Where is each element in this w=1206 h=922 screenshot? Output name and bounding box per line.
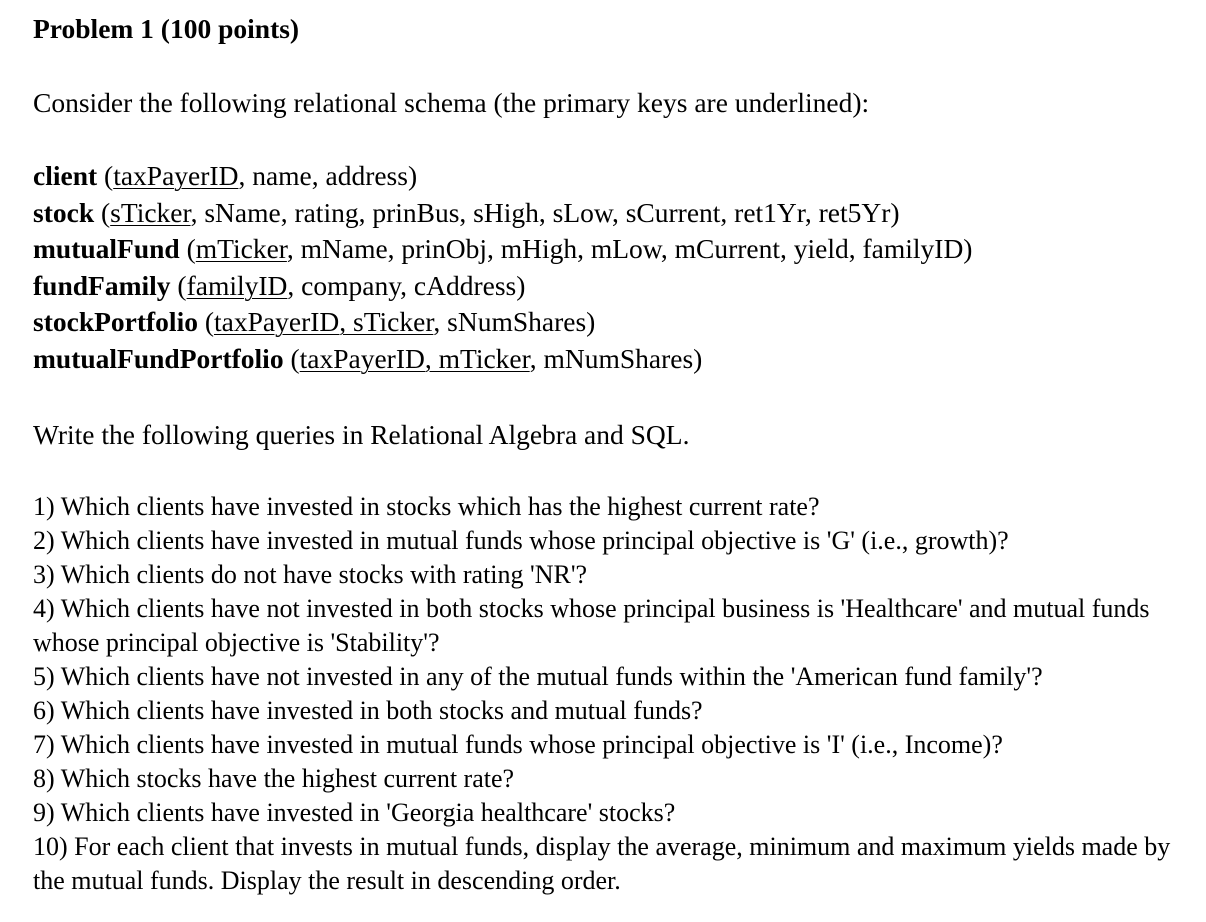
- relation-open: (: [170, 269, 187, 301]
- relation-open: (: [283, 342, 300, 374]
- schema-intro: Consider the following relational schema (the primary keys are underlined):: [33, 87, 870, 118]
- relation-name: mutualFundPortfolio: [33, 342, 284, 374]
- relation-attributes: , mName, prinObj, mHigh, mLow, mCurrent, yield, familyID): [286, 233, 973, 264]
- relation-attributes: , sNumShares): [433, 306, 596, 337]
- relation-attributes: , sName, rating, prinBus, sHigh, sLow, sCurrent, ret1Yr, ret5Yr): [190, 196, 900, 228]
- question-4: 4) Which clients have not invested in both stocks whose principal business is 'Healthcare' and mutual funds whose principal objective is 'Stability'?: [33, 594, 1150, 657]
- question-9: 9) Which clients have invested in 'Georgia healthcare' stocks?: [33, 798, 676, 827]
- question-10: 10) For each client that invests in mutual funds, display the average, minimum and maximum yields made by the mutual funds. Display the result in descending order.: [33, 832, 1171, 895]
- relation-name: mutualFund: [33, 233, 180, 264]
- relational-schema: [33, 158, 972, 377]
- question-7: 7) Which clients have invested in mutual funds whose principal objective is 'I' (i.e., Income)?: [33, 730, 1003, 759]
- question-5: 5) Which clients have not invested in any of the mutual funds within the 'American fund family'?: [33, 662, 1043, 691]
- relation-name: client: [33, 160, 98, 191]
- schema-client: [33, 158, 972, 195]
- schema-mutual-fund-portfolio: [33, 341, 972, 378]
- relation-attributes: , mNumShares): [529, 342, 703, 374]
- primary-key: taxPayerID, mTicker: [299, 342, 530, 374]
- question-1: 1) Which clients have invested in stocks which has the highest current rate?: [33, 492, 820, 521]
- relation-attributes: , company, cAddress): [287, 269, 526, 301]
- primary-key: familyID: [186, 269, 288, 301]
- relation-name: stock: [33, 196, 95, 228]
- relation-open: (: [179, 233, 196, 264]
- schema-fund-family: [33, 268, 972, 305]
- question-8: 8) Which stocks have the highest current rate?: [33, 764, 515, 793]
- primary-key: mTicker: [195, 233, 287, 264]
- relation-name: stockPortfolio: [33, 306, 198, 337]
- schema-stock: [33, 195, 972, 232]
- relation-attributes: , name, address): [238, 160, 418, 191]
- relation-open: (: [97, 160, 114, 191]
- problem-title: Problem 1 (100 points): [33, 13, 300, 44]
- relation-open: (: [197, 306, 215, 337]
- primary-key: taxPayerID: [113, 160, 239, 191]
- question-6: 6) Which clients have invested in both stocks and mutual funds?: [33, 696, 703, 725]
- question-3: 3) Which clients do not have stocks with rating 'NR'?: [33, 560, 588, 589]
- schema-mutual-fund: [33, 231, 972, 268]
- primary-key: sTicker: [110, 196, 191, 228]
- schema-stock-portfolio: [33, 304, 972, 341]
- relation-open: (: [94, 196, 111, 228]
- relation-name: fundFamily: [33, 269, 171, 301]
- question-list: [33, 490, 1198, 898]
- question-2: 2) Which clients have invested in mutual funds whose principal objective is 'G' (i.e., growth)?: [33, 526, 1009, 555]
- instruction-text: Write the following queries in Relational Algebra and SQL.: [33, 419, 690, 450]
- primary-key: taxPayerID, sTicker: [214, 306, 434, 337]
